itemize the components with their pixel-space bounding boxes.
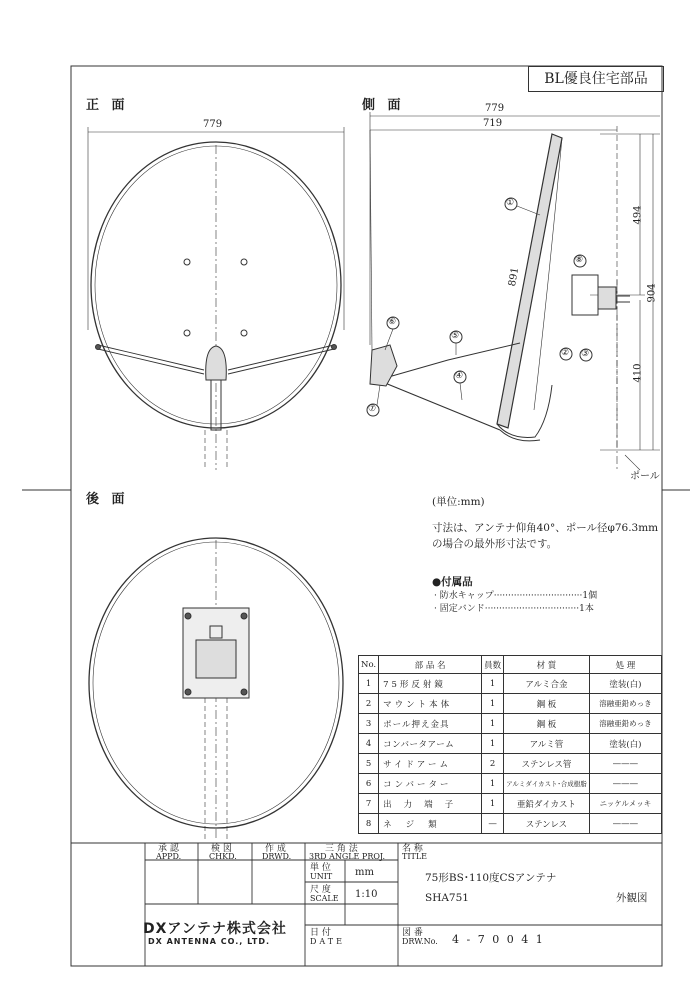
front-converter [206,346,227,380]
accessories-title: ●付属品 [432,576,473,588]
callout-4: ④ [455,371,464,381]
cell-qty: 1 [482,714,504,734]
dim-side-904: 904 [646,283,658,303]
callout-3: ③ [581,349,590,359]
side-converter [370,345,397,386]
cell-name: コンバーター [379,774,482,794]
back-view-label: 後 面 [86,492,129,507]
col-name: 部 品 名 [379,656,482,674]
chkd-en: CHKD. [209,852,237,861]
back-mount-body [196,640,236,678]
cell-finish: ——— [589,754,661,774]
cell-no: 4 [359,734,379,754]
table-row [359,774,662,794]
dim-note-2: の場合の最外形寸法です。 [432,538,558,550]
table-row [359,714,662,734]
front-hole [241,259,247,265]
accessory-2: · 固定バンド·································1本 [434,604,594,614]
callout-6: ⑥ [388,317,397,327]
pole-label: ポール [630,471,660,482]
scale-value: 1:10 [355,889,378,900]
callout-7: ⑦ [368,404,377,414]
cell-qty: — [482,814,504,834]
cell-no: 1 [359,674,379,694]
cell-name: マウント本体 [379,694,482,714]
cell-name: 75形反射鏡 [379,674,482,694]
accessory-1: · 防水キャップ·······························1個 [434,591,598,601]
cell-no: 2 [359,694,379,714]
cell-no: 6 [359,774,379,794]
col-material: 材 質 [504,656,590,674]
front-view [88,127,344,470]
side-converter-arm [385,383,500,430]
cell-material: アルミダイカスト･合成樹脂 [504,774,590,794]
cell-finish: 塗装(白) [589,734,661,754]
unit-note: (単位:mm) [432,496,485,508]
appd-en: APPD. [156,852,182,861]
drawing-type: 外観図 [616,892,648,904]
drw-jp: 図 番 [402,928,423,938]
cell-material: アルミ合金 [504,674,590,694]
dim-side-410: 410 [632,363,644,383]
cell-material: 鋼 板 [504,694,590,714]
side-view-label: 側 面 [362,98,405,113]
table-row [359,694,662,714]
cell-name: 出力端子 [379,794,482,814]
cell-name: ネジ類 [379,814,482,834]
cell-finish: 塗装(白) [589,674,661,694]
cell-name: サイドアーム [379,754,482,774]
table-row [359,734,662,754]
table-row [359,794,662,814]
side-arm [385,343,520,378]
unit-jp: 単 位 [310,863,331,873]
drw-en: DRW.No. [402,937,438,946]
bl-badge: BL優良住宅部品 [528,66,664,92]
cell-no: 7 [359,794,379,814]
date-en: DATE [310,937,345,946]
title-block-grid [71,843,662,966]
cell-name: ポール押え金具 [379,714,482,734]
cell-qty: 1 [482,674,504,694]
dim-front-width: 779 [203,119,223,130]
cell-material: アルミ管 [504,734,590,754]
proj-en: 3RD ANGLE PROJ. [309,852,386,861]
col-qty: 員数 [482,656,504,674]
col-no: No. [359,656,379,674]
cell-material: ステンレス [504,814,590,834]
cell-qty: 1 [482,794,504,814]
dim-note-1: 寸法は、アンテナ仰角40°、ポール径φ76.3mm [432,522,659,534]
cell-finish: ——— [589,814,661,834]
cell-name: コンバータアーム [379,734,482,754]
cell-finish: ——— [589,774,661,794]
product-model: SHA751 [425,892,469,904]
front-hole [184,330,190,336]
cell-qty: 1 [482,734,504,754]
cell-material: ステンレス管 [504,754,590,774]
cell-no: 3 [359,714,379,734]
callout-5: ⑤ [451,331,460,341]
company-logo-en: DX ANTENNA CO., LTD. [148,937,271,946]
dim-side-891: 891 [506,266,522,288]
cell-qty: 1 [482,694,504,714]
side-view [367,112,660,470]
scale-jp: 尺 度 [310,885,331,895]
scale-en: SCALE [310,894,339,903]
cell-material: 鋼 板 [504,714,590,734]
cell-material: 亜鉛ダイカスト [504,794,590,814]
dim-side-total: 779 [485,103,505,114]
cell-no: 5 [359,754,379,774]
dim-side-494: 494 [632,205,644,225]
callout-8: ⑧ [575,255,584,265]
table-row [359,814,662,834]
title-en: TITLE [402,852,427,861]
chkd-jp: 検 図 [211,844,232,854]
title-jp: 名 称 [402,844,423,854]
cell-finish: ニッケルメッキ [589,794,661,814]
cell-finish: 溶融亜鉛めっき [589,694,661,714]
dim-side-719: 719 [483,118,503,129]
company-logo-jp: DXアンテナ株式会社 [143,921,287,937]
callout-1: ① [506,198,515,208]
product-name: 75形BS･110度CSアンテナ [425,872,557,884]
parts-table [358,655,662,834]
cell-qty: 1 [482,774,504,794]
front-view-label: 正 面 [86,98,129,113]
proj-jp: 三 角 法 [325,844,358,854]
col-finish: 処 理 [589,656,661,674]
front-hole [184,259,190,265]
cell-qty: 2 [482,754,504,774]
unit-en: UNIT [310,872,333,881]
parts-body [359,674,662,834]
cell-finish: 溶融亜鉛めっき [589,714,661,734]
table-row [359,674,662,694]
front-hole [241,330,247,336]
date-jp: 日 付 [310,928,331,938]
parts-header-row [359,656,662,674]
drwd-en: DRWD. [262,852,292,861]
back-view [89,538,343,840]
cell-no: 8 [359,814,379,834]
unit-value: mm [355,867,374,878]
callout-2: ② [561,348,570,358]
drwd-jp: 作 成 [265,844,286,854]
drawing-number: 4 - 7 0 0 4 1 [452,933,545,946]
table-row [359,754,662,774]
appd-jp: 承 認 [158,844,179,854]
